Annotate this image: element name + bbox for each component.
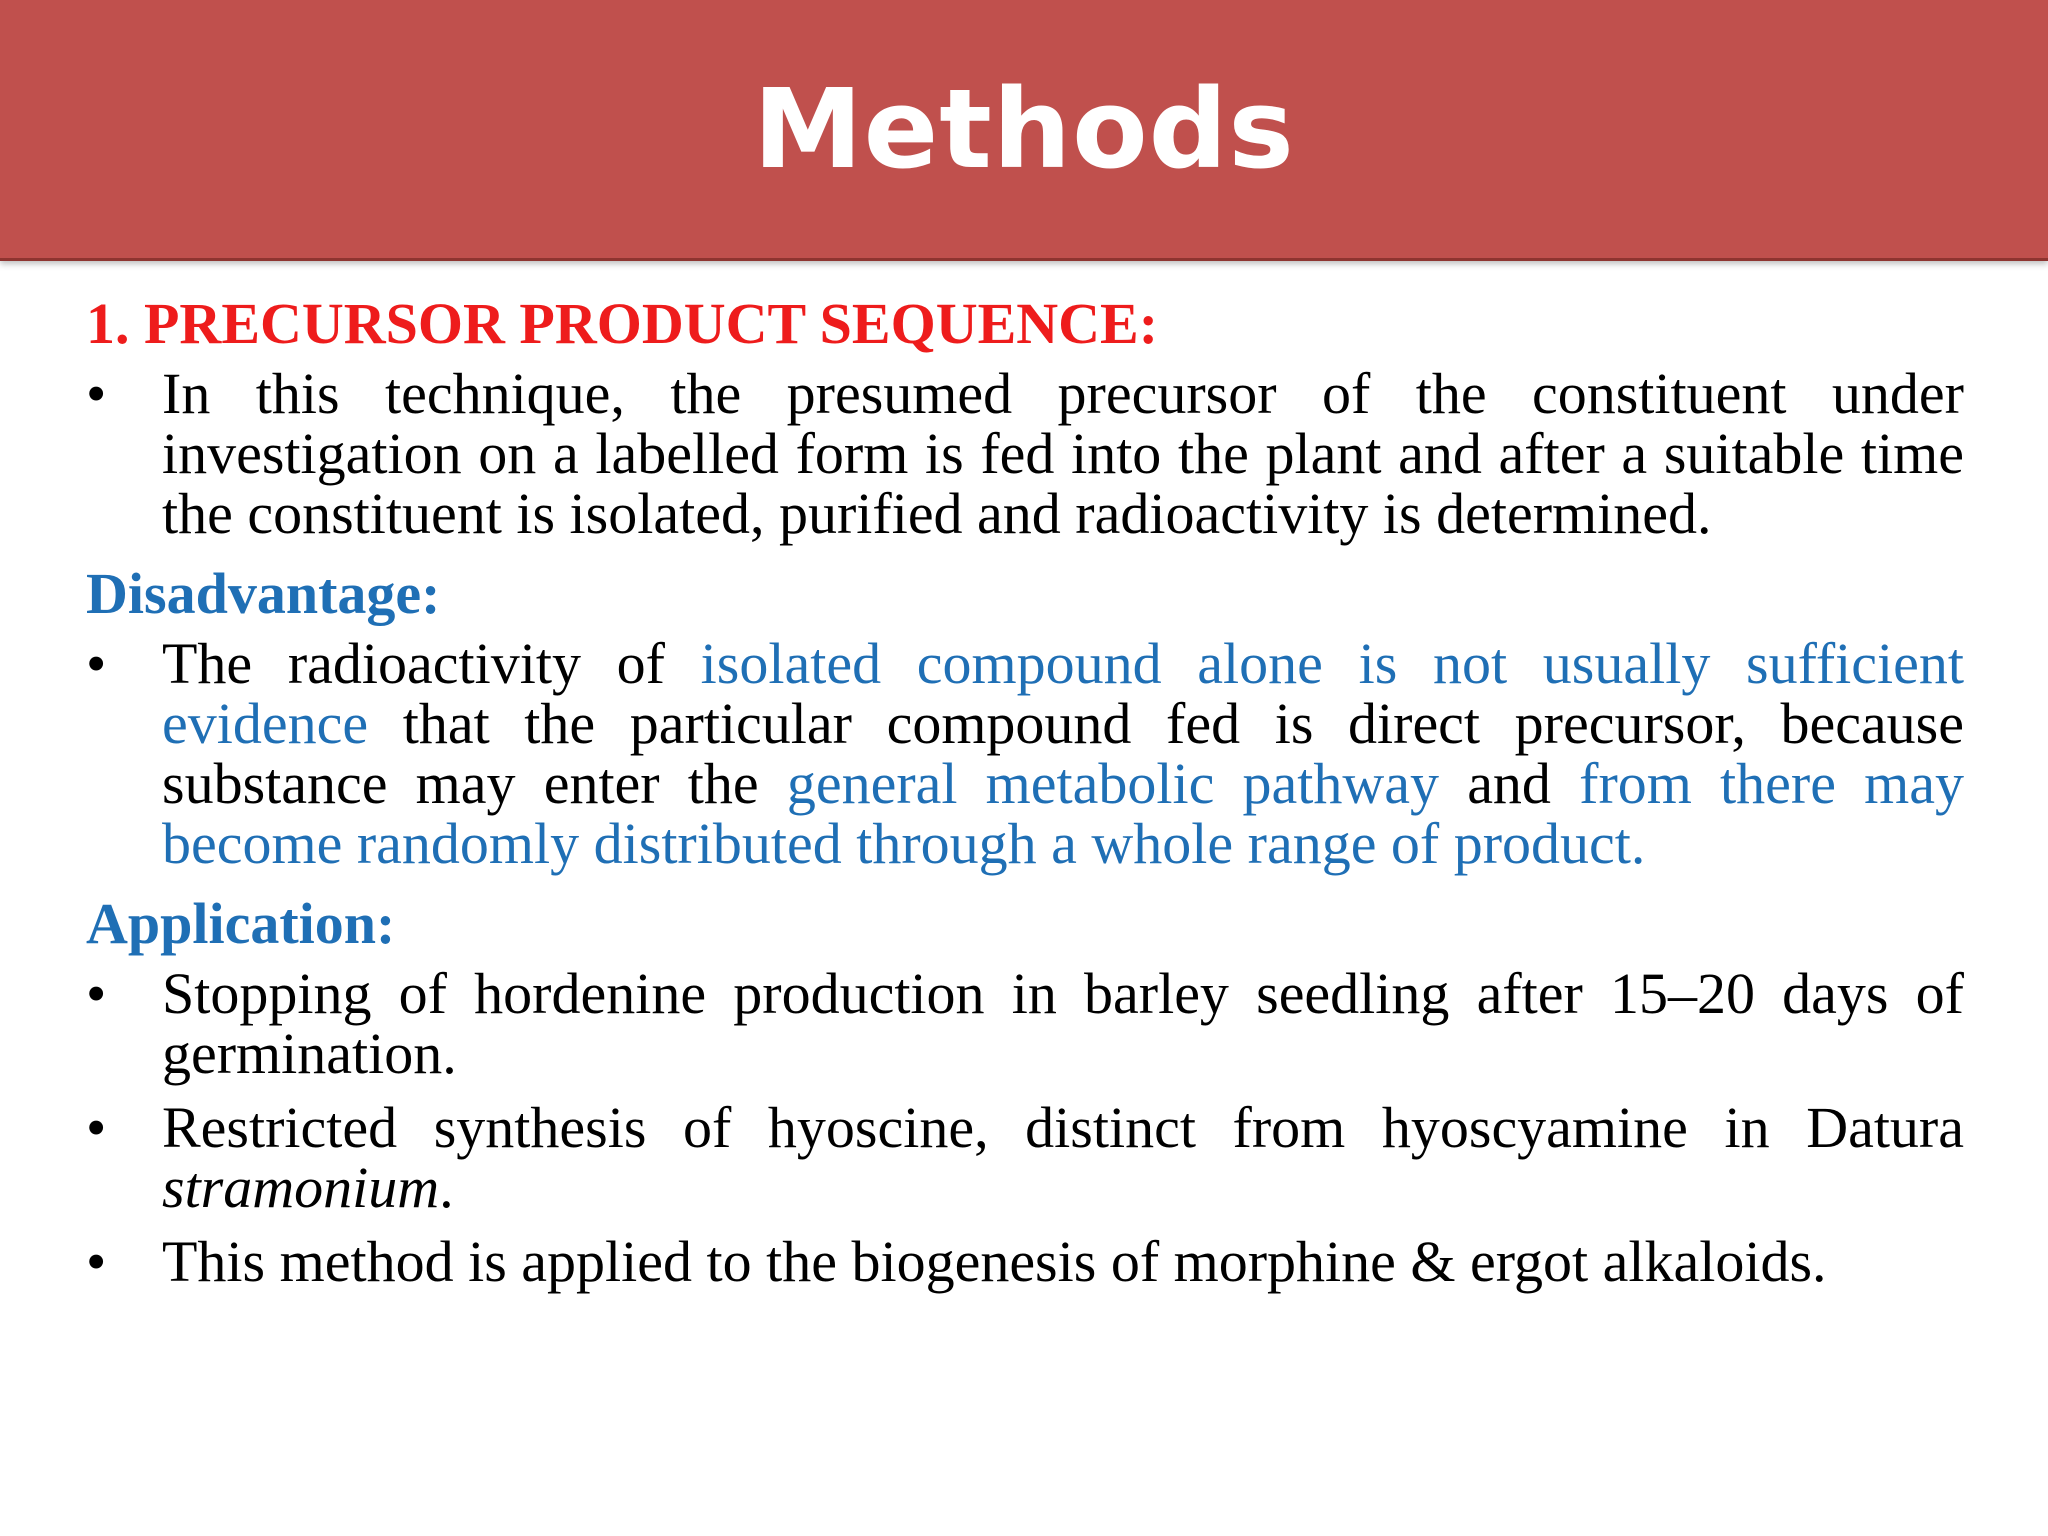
section-heading-application: Application: xyxy=(86,891,396,956)
text-span: and xyxy=(1439,751,1580,816)
slide-title: Methods xyxy=(753,65,1295,193)
bullet-icon: • xyxy=(86,1229,107,1294)
bullet-text-application-1: Stopping of hordenine production in barley seedling after 15–20 days of germination. xyxy=(162,961,1964,1086)
text-span: . xyxy=(439,1155,454,1220)
highlight-span: general metabolic pathway xyxy=(786,751,1440,816)
section-heading-precursor: 1. PRECURSOR PRODUCT SEQUENCE: xyxy=(86,291,1159,356)
bullet-item xyxy=(86,361,1964,546)
slide-content xyxy=(86,288,1964,1306)
title-bar xyxy=(0,0,2048,261)
bullet-icon: • xyxy=(86,961,107,1026)
bullet-icon: • xyxy=(86,361,107,426)
italic-term: stramonium xyxy=(162,1155,440,1220)
bullet-item xyxy=(86,961,1964,1086)
bullet-text-application-2 xyxy=(162,1095,1964,1220)
bullet-item xyxy=(86,631,1964,876)
bullet-item xyxy=(86,1095,1964,1220)
text-span: The radioactivity of xyxy=(162,631,701,696)
highlight-span: from there may become randomly distributed through a whole range of product. xyxy=(162,751,1964,876)
bullet-text-application-3: This method is applied to the biogenesis of morphine & ergot alkaloids. xyxy=(162,1229,1827,1294)
text-span: that the particular compound fed is direct precursor, because substance may enter the xyxy=(162,691,1964,816)
bullet-item xyxy=(86,1229,1964,1294)
bullet-icon: • xyxy=(86,631,107,696)
bullet-text-disadvantage xyxy=(162,631,1964,876)
text-span: Restricted synthesis of hyoscine, distinct from hyoscyamine in Datura xyxy=(162,1095,1964,1160)
bullet-icon: • xyxy=(86,1095,107,1160)
bullet-text-technique: In this technique, the presumed precursor of the constituent under investigation on a labelled form is fed into the plant and after a suitable time the constituent is isolated, purified and radioactivity is determined. xyxy=(162,361,1964,546)
highlight-span: isolated compound alone is not usually sufficient evidence xyxy=(162,631,1964,756)
section-heading-disadvantage: Disadvantage: xyxy=(86,561,441,626)
